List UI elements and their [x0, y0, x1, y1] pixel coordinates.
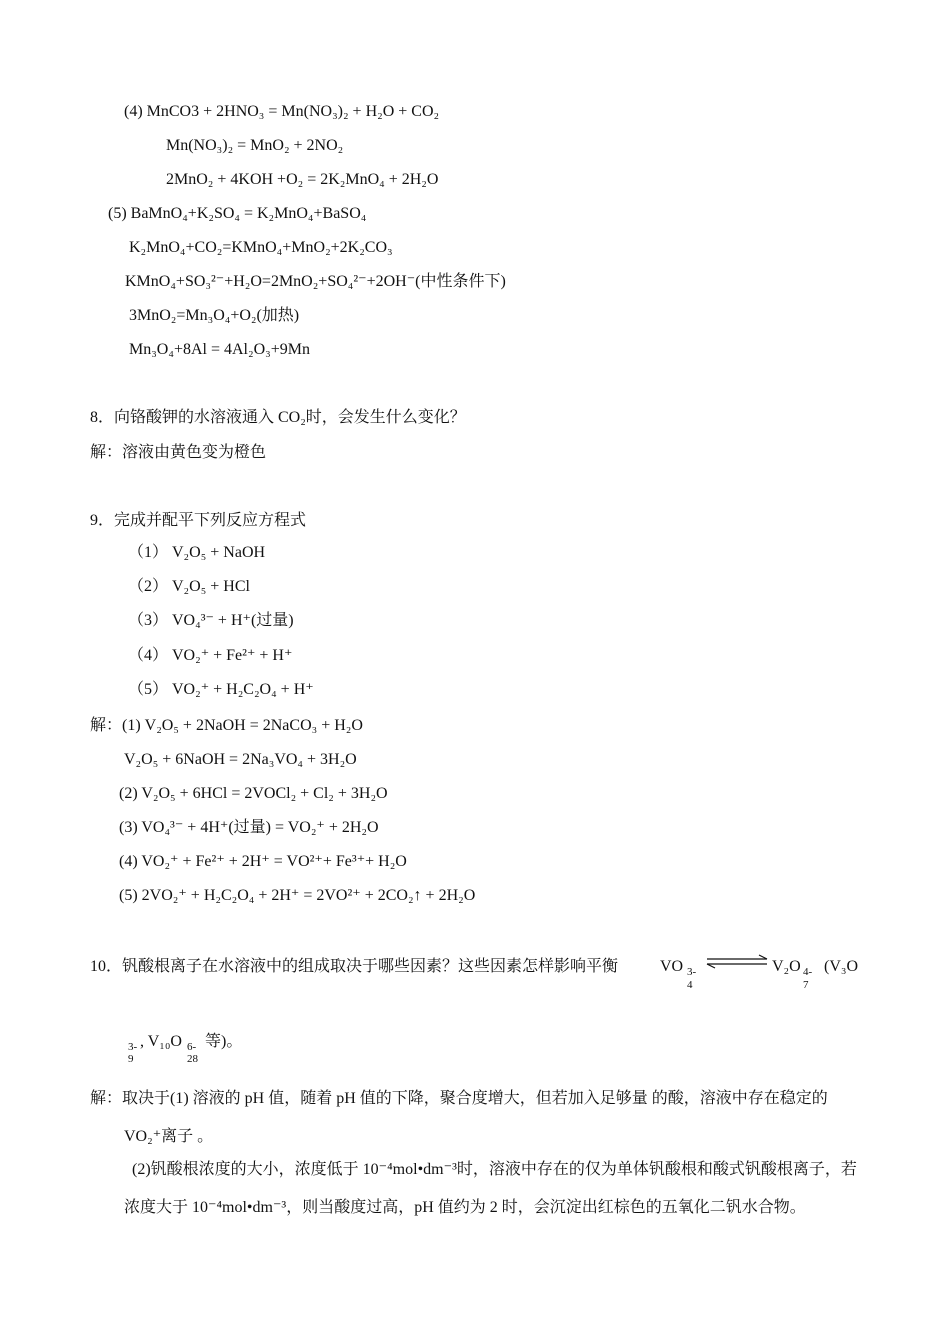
reaction-7-5-line-2: K₂MnO₄+CO₂=KMnO₄+MnO₂+2K₂CO₃ [129, 239, 393, 256]
q9-item-5: （5） VO₂⁺ + H₂C₂O₄ + H⁺ [128, 681, 314, 698]
formula-v3o-charge: 3- [128, 1041, 138, 1053]
question-10: 10．钒酸根离子在水溶液中的组成取决于哪些因素？这些因素怎样影响平衡 [90, 958, 619, 975]
reaction-7-5-line-1: (5) BaMnO₄+K₂SO₄ = K₂MnO₄+BaSO₄ [108, 205, 367, 222]
answer-9-5: (5) 2VO₂⁺ + H₂C₂O₄ + 2H⁺ = 2VO²⁺ + 2CO₂↑ + 2H₂O [119, 887, 476, 904]
answer-10-line-1: 解：取决于(1) 溶液的 pH 值，随着 pH 值的下降，聚合度增大，但若加入足够量 的酸，溶液中存在稳定的 [90, 1090, 828, 1107]
formula-v2o-charge: 4- [803, 966, 813, 978]
formula-v2o: V₂O [772, 958, 801, 975]
reaction-7-4-line-3: 2MnO₂ + 4KOH +O₂ = 2K₂MnO₄ + 2H₂O [166, 171, 439, 188]
answer-9-4: (4) VO₂⁺ + Fe²⁺ + 2H⁺ = VO²⁺+ Fe³⁺+ H₂O [119, 853, 407, 870]
formula-etc: 等)。 [205, 1033, 243, 1050]
answer-9-3: (3) VO₄³⁻ + 4H⁺(过量) = VO₂⁺ + 2H₂O [119, 819, 379, 836]
equilibrium-arrow-icon [705, 954, 769, 970]
formula-v3o: (V₃O [824, 958, 859, 975]
formula-vo-index: 4 [687, 979, 693, 991]
answer-10-line-3: (2)钒酸根浓度的大小，浓度低于 10⁻⁴mol•dm⁻³时，溶液中存在的仅为单体钒酸根和酸式钒酸根离子，若 [132, 1161, 857, 1178]
q9-item-2: （2） V₂O₅ + HCl [128, 578, 250, 595]
formula-v3o-index: 9 [128, 1053, 134, 1065]
q9-item-4: （4） VO₂⁺ + Fe²⁺ + H⁺ [128, 647, 293, 664]
q9-item-3: （3） VO₄³⁻ + H⁺(过量) [128, 612, 294, 629]
formula-vo: VO [660, 958, 684, 975]
question-9: 9．完成并配平下列反应方程式 [90, 512, 307, 529]
formula-v10o-charge: 6- [187, 1041, 197, 1053]
reaction-7-5-line-3: KMnO₄+SO₃²⁻+H₂O=2MnO₂+SO₄²⁻+2OH⁻(中性条件下) [125, 273, 506, 290]
answer-9-1-line-1: 解：(1) V₂O₅ + 2NaOH = 2NaCO₃ + H₂O [90, 717, 363, 734]
formula-v2o-index: 7 [803, 979, 809, 991]
formula-v10o-index: 28 [187, 1053, 198, 1065]
reaction-7-5-line-5: Mn₃O₄+8Al = 4Al₂O₃+9Mn [129, 341, 310, 358]
answer-8: 解：溶液由黄色变为橙色 [90, 444, 267, 461]
answer-10-line-2: VO₂⁺离子 。 [124, 1128, 214, 1145]
formula-v10o: , V₁₀O [140, 1033, 182, 1050]
answer-10-line-4: 浓度大于 10⁻⁴mol•dm⁻³，则当酸度过高，pH 值约为 2 时，会沉淀出红棕色的五氧化二钒水合物。 [124, 1199, 806, 1216]
reaction-7-5-line-4: 3MnO₂=Mn₃O₄+O₂(加热) [129, 307, 300, 324]
reaction-7-4-line-2: Mn(NO₃)₂ = MnO₂ + 2NO₂ [166, 137, 344, 154]
answer-9-1-line-2: V₂O₅ + 6NaOH = 2Na₃VO₄ + 3H₂O [124, 751, 357, 768]
answer-9-2: (2) V₂O₅ + 6HCl = 2VOCl₂ + Cl₂ + 3H₂O [119, 785, 388, 802]
q9-item-1: （1） V₂O₅ + NaOH [128, 544, 266, 561]
question-8: 8．向铬酸钾的水溶液通入 CO₂时，会发生什么变化？ [90, 409, 466, 426]
reaction-7-4-line-1: (4) MnCO3 + 2HNO₃ = Mn(NO₃)₂ + H₂O + CO₂ [124, 103, 440, 120]
formula-vo-charge: 3- [687, 966, 697, 978]
